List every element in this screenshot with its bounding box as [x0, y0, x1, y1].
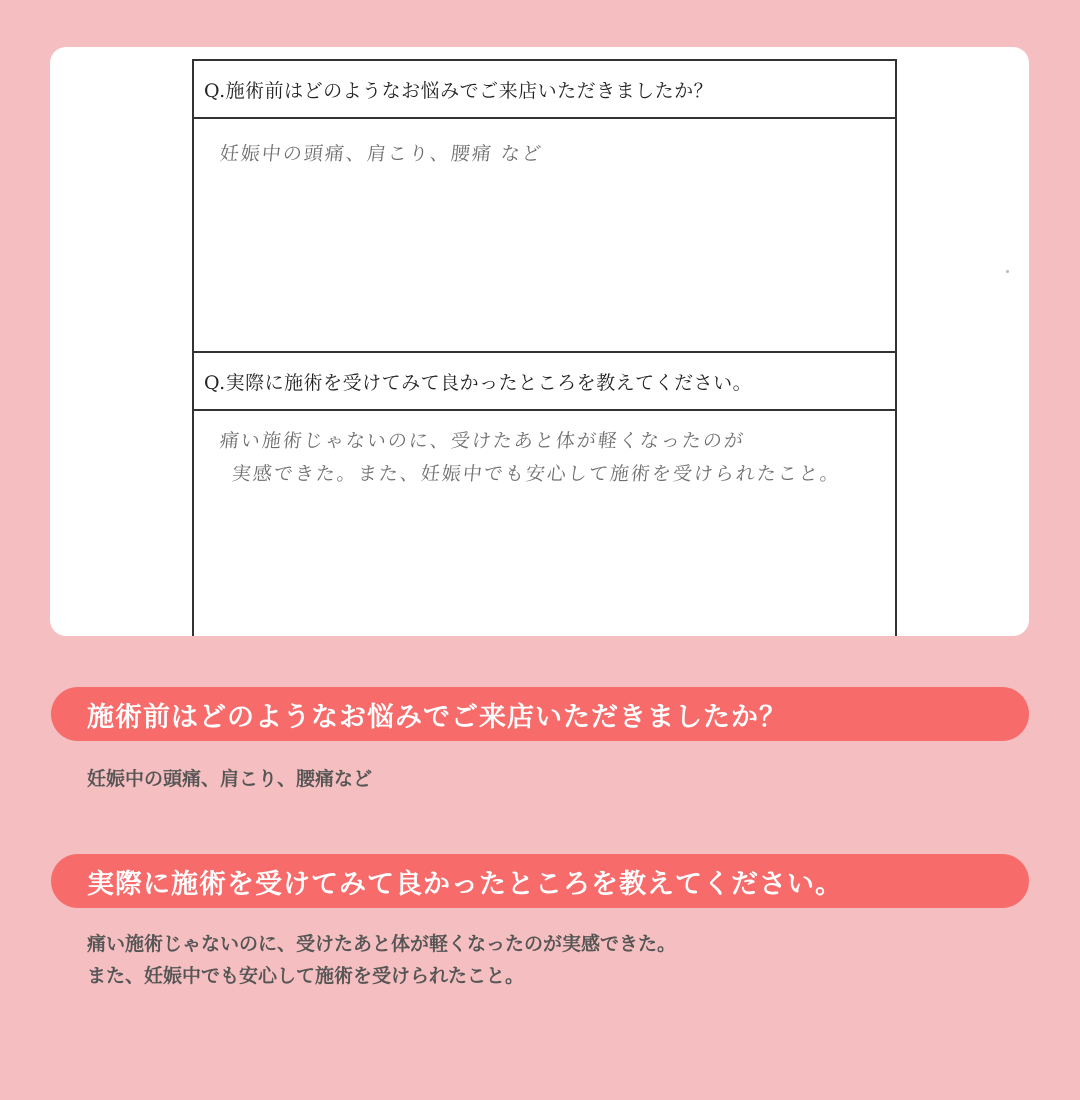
answer-1: [87, 763, 372, 795]
scan-handwritten-answer-2-line-1: 痛い施術じゃないのに、受けたあと体が軽くなったのが: [218, 430, 747, 452]
scan-handwritten-answer-2-line-2: 実感できた。また、妊娠中でも安心して施術を受けられたこと。: [230, 463, 843, 485]
answer-2: [87, 928, 676, 992]
questionnaire-form: [192, 59, 897, 636]
scan-question-2: Q.実際に施術を受けてみて良かったところを教えてください。: [194, 351, 895, 411]
scan-speck: [1006, 270, 1009, 273]
answer-2-line-1: 痛い施術じゃないのに、受けたあと体が軽くなったのが実感できた。: [87, 933, 677, 955]
answer-1-line-1: 妊娠中の頭痛、肩こり、腰痛など: [87, 768, 373, 790]
scan-question-1: Q.施術前はどのようなお悩みでご来店いただきましたか？: [194, 61, 895, 119]
questionnaire-scan: [50, 47, 1029, 636]
scan-handwritten-answer-1: 妊娠中の頭痛、肩こり、腰痛 など: [218, 143, 545, 165]
answer-2-line-2: また、妊娠中でも安心して施術を受けられたこと。: [87, 965, 525, 987]
question-2-heading: 実際に施術を受けてみて良かったところを教えてください。: [51, 854, 1029, 908]
question-1-heading: 施術前はどのようなお悩みでご来店いただきましたか？: [51, 687, 1029, 741]
